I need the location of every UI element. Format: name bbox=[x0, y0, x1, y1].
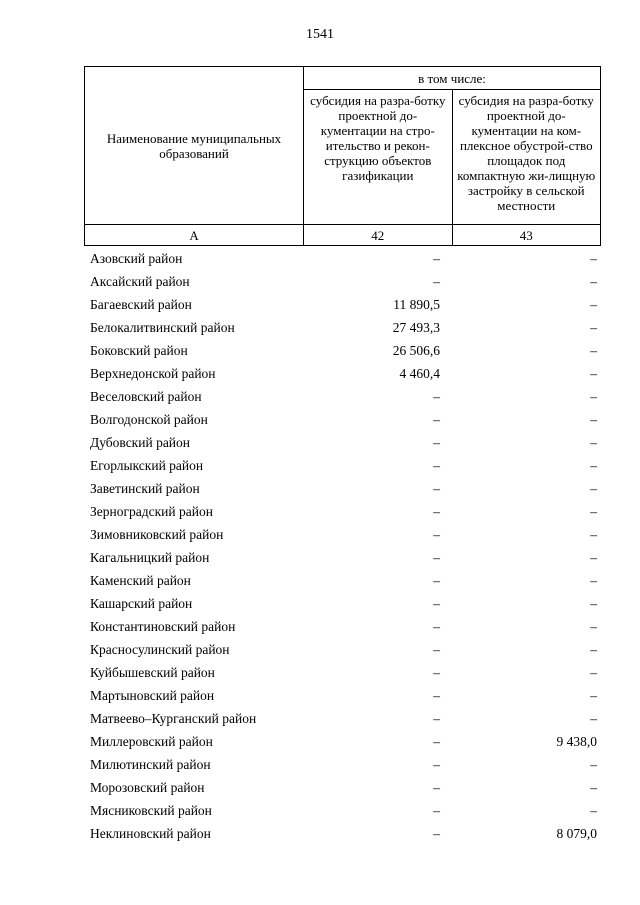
row-value-42: – bbox=[433, 481, 440, 496]
header-letter-a: А bbox=[85, 225, 304, 246]
table-row bbox=[90, 753, 597, 776]
row-value-43: – bbox=[590, 688, 597, 703]
table-row bbox=[90, 523, 597, 546]
row-value-43: – bbox=[590, 458, 597, 473]
row-value-42: – bbox=[433, 596, 440, 611]
row-name: Константиновский район bbox=[90, 619, 236, 634]
row-name: Багаевский район bbox=[90, 297, 192, 312]
row-value-42: 27 493,3 bbox=[392, 320, 440, 335]
row-name: Мясниковский район bbox=[90, 803, 212, 818]
page-number: 1541 bbox=[306, 27, 334, 42]
row-value-42: – bbox=[433, 757, 440, 772]
table-row bbox=[90, 293, 597, 316]
row-name: Егорлыкский район bbox=[90, 458, 204, 473]
table-row bbox=[90, 431, 597, 454]
table-row bbox=[90, 638, 597, 661]
table-body bbox=[90, 247, 597, 845]
row-value-42: – bbox=[433, 642, 440, 657]
row-value-43: – bbox=[590, 343, 597, 358]
row-name: Кашарский район bbox=[90, 596, 193, 611]
row-value-43: – bbox=[590, 665, 597, 680]
row-name: Морозовский район bbox=[90, 780, 205, 795]
row-name: Матвеево–Курганский район bbox=[90, 711, 257, 726]
row-value-42: – bbox=[433, 734, 440, 749]
row-value-42: 26 506,6 bbox=[392, 343, 440, 358]
table-row bbox=[90, 316, 597, 339]
table-row bbox=[90, 477, 597, 500]
row-name: Миллеровский район bbox=[90, 734, 213, 749]
row-name: Веселовский район bbox=[90, 389, 202, 404]
row-value-43: 9 438,0 bbox=[556, 734, 597, 749]
row-name: Мартыновский район bbox=[90, 688, 215, 703]
table-row bbox=[90, 385, 597, 408]
row-name: Белокалитвинский район bbox=[90, 320, 235, 335]
row-value-42: – bbox=[433, 527, 440, 542]
row-value-43: – bbox=[590, 573, 597, 588]
row-value-43: – bbox=[590, 297, 597, 312]
row-name: Милютинский район bbox=[90, 757, 211, 772]
header-group-label: в том числе: bbox=[304, 67, 601, 90]
row-name: Зерноградский район bbox=[90, 504, 213, 519]
row-name: Каменский район bbox=[90, 573, 191, 588]
col42-title-text: субсидия на разра-ботку проектной до-кументации на стро-ительство и рекон-струкцию объектов газификации bbox=[310, 93, 446, 183]
row-value-42: – bbox=[433, 619, 440, 634]
row-value-42: – bbox=[433, 251, 440, 266]
row-value-43: 8 079,0 bbox=[556, 826, 597, 841]
row-value-43: – bbox=[590, 596, 597, 611]
row-value-43: – bbox=[590, 366, 597, 381]
table-row bbox=[90, 362, 597, 385]
row-value-42: – bbox=[433, 550, 440, 565]
row-value-42: – bbox=[433, 458, 440, 473]
row-value-43: – bbox=[590, 780, 597, 795]
row-name: Боковский район bbox=[90, 343, 188, 358]
table-row bbox=[90, 592, 597, 615]
row-value-43: – bbox=[590, 274, 597, 289]
row-value-43: – bbox=[590, 619, 597, 634]
table-row bbox=[90, 822, 597, 845]
table-row bbox=[90, 500, 597, 523]
row-value-43: – bbox=[590, 711, 597, 726]
row-value-42: – bbox=[433, 826, 440, 841]
row-value-42: – bbox=[433, 780, 440, 795]
row-value-42: 11 890,5 bbox=[393, 297, 440, 312]
header-col42-title bbox=[304, 90, 452, 225]
row-name: Азовский район bbox=[90, 251, 183, 266]
table-header bbox=[84, 66, 601, 246]
row-value-43: – bbox=[590, 481, 597, 496]
row-name: Куйбышевский район bbox=[90, 665, 215, 680]
row-value-42: – bbox=[433, 573, 440, 588]
row-value-43: – bbox=[590, 320, 597, 335]
table-row bbox=[90, 408, 597, 431]
table-row bbox=[90, 247, 597, 270]
row-value-43: – bbox=[590, 504, 597, 519]
table-row bbox=[90, 339, 597, 362]
row-value-43: – bbox=[590, 527, 597, 542]
row-value-43: – bbox=[590, 389, 597, 404]
row-value-43: – bbox=[590, 642, 597, 657]
header-name-column bbox=[85, 67, 304, 225]
table-row bbox=[90, 707, 597, 730]
row-name: Неклиновский район bbox=[90, 826, 211, 841]
table-row bbox=[90, 799, 597, 822]
row-name: Заветинский район bbox=[90, 481, 200, 496]
row-value-42: – bbox=[433, 274, 440, 289]
header-num-42: 42 bbox=[304, 225, 452, 246]
header-name-label: Наименование муниципальных образований bbox=[106, 130, 282, 161]
row-name: Зимовниковский район bbox=[90, 527, 224, 542]
row-value-43: – bbox=[590, 757, 597, 772]
row-value-42: – bbox=[433, 389, 440, 404]
row-value-42: – bbox=[433, 412, 440, 427]
row-value-43: – bbox=[590, 251, 597, 266]
row-name: Аксайский район bbox=[90, 274, 190, 289]
table-row bbox=[90, 569, 597, 592]
table-row bbox=[90, 546, 597, 569]
row-name: Кагальницкий район bbox=[90, 550, 210, 565]
row-value-42: – bbox=[433, 504, 440, 519]
row-value-42: – bbox=[433, 803, 440, 818]
row-name: Красносулинский район bbox=[90, 642, 230, 657]
row-value-42: – bbox=[433, 711, 440, 726]
table-row bbox=[90, 730, 597, 753]
row-name: Верхнедонской район bbox=[90, 366, 216, 381]
table-row bbox=[90, 454, 597, 477]
row-value-43: – bbox=[590, 550, 597, 565]
col43-title-text: субсидия на разра-ботку проектной до-кументации на ком-плексное обустрой-ство площадок под компактную жи-лищную застройку в сельской местности bbox=[457, 93, 596, 213]
row-value-42: – bbox=[433, 435, 440, 450]
table-row bbox=[90, 661, 597, 684]
header-col43-title bbox=[452, 90, 600, 225]
table-row bbox=[90, 776, 597, 799]
row-value-43: – bbox=[590, 412, 597, 427]
row-name: Дубовский район bbox=[90, 435, 191, 450]
table-row bbox=[90, 684, 597, 707]
row-value-43: – bbox=[590, 435, 597, 450]
header-num-43: 43 bbox=[452, 225, 600, 246]
table-row bbox=[90, 615, 597, 638]
row-value-42: – bbox=[433, 688, 440, 703]
row-value-42: – bbox=[433, 665, 440, 680]
row-value-42: 4 460,4 bbox=[399, 366, 440, 381]
table-row bbox=[90, 270, 597, 293]
row-name: Волгодонской район bbox=[90, 412, 208, 427]
row-value-43: – bbox=[590, 803, 597, 818]
